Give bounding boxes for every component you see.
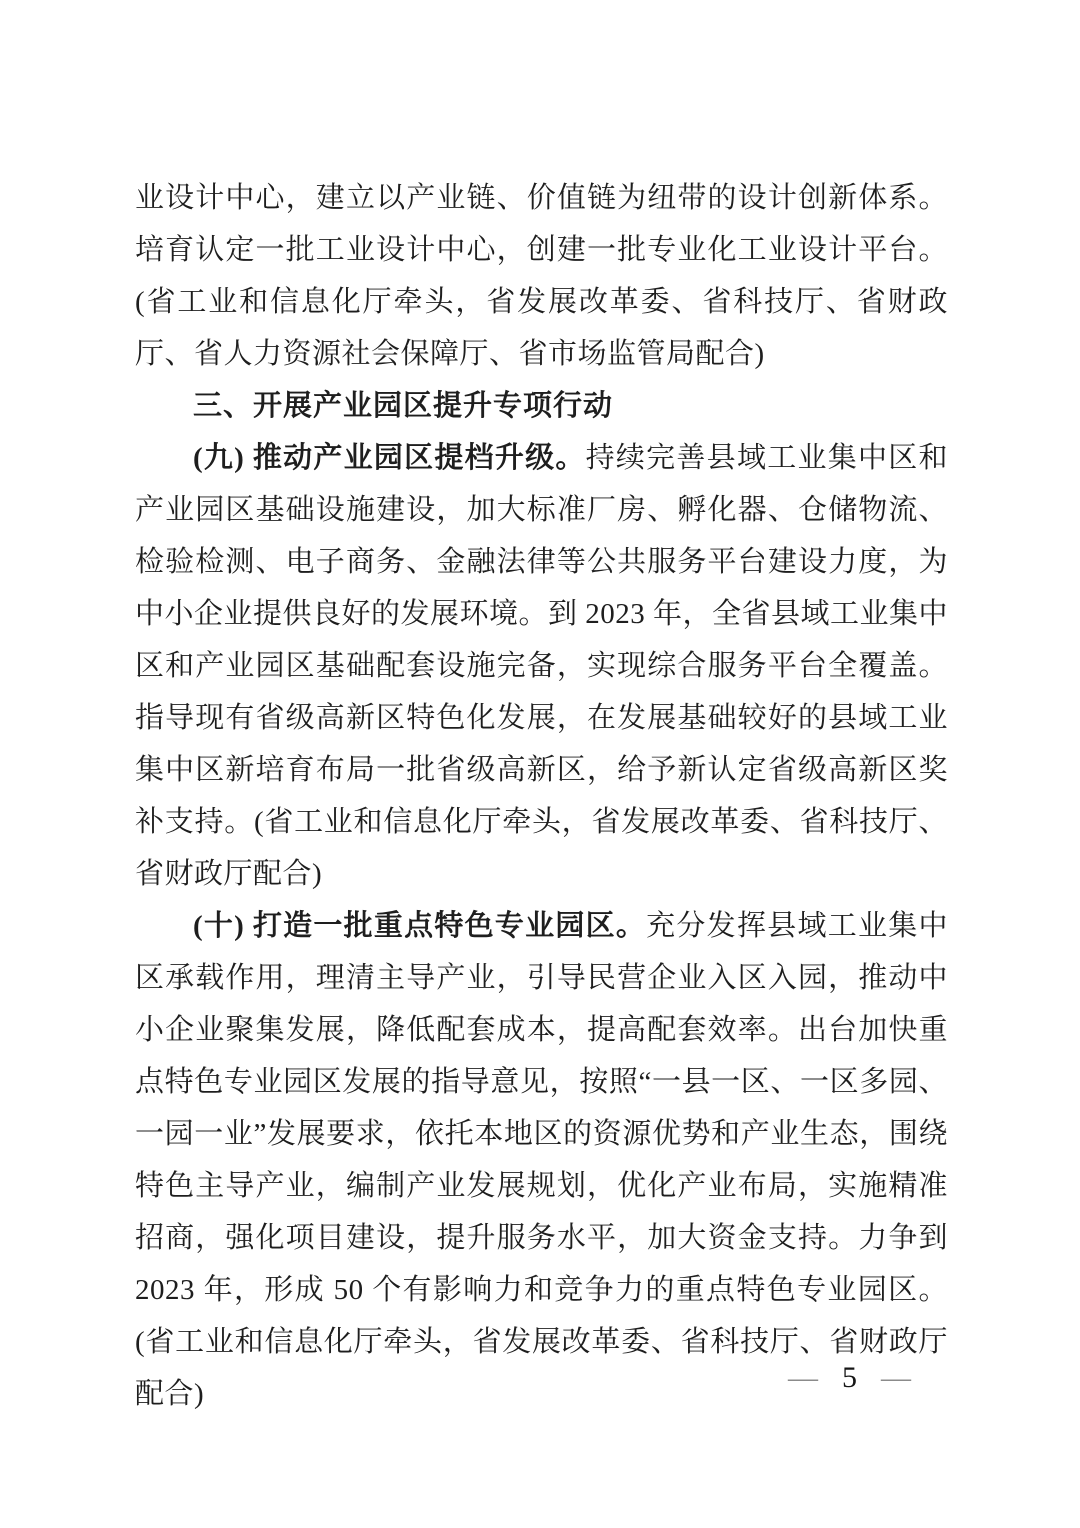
- paragraph: 业设计中心，建立以产业链、价值链为纽带的设计创新体系。培育认定一批工业设计中心，创建一批专业化工业设计平台。(省工业和信息化厅牵头，省发展改革委、省科技厅、省财政厅、省人力资源社会保障厅、省市场监管局配合): [135, 182, 948, 370]
- page-number: [788, 1355, 911, 1401]
- paragraph: (九) 推动产业园区提档升级。持续完善县域工业集中区和产业园区基础设施建设，加大标准厂房、孵化器、仓储物流、检验检测、电子商务、金融法律等公共服务平台建设力度，为中小企业提供良好的发展环境。到 2023 年，全省县域工业集中区和产业园区基础配套设施完备，实现综合服务平台全覆盖。指导现有省级高新区特色化发展，在发展基础较好的县域工业集中区新培育布局一批省级高新区，给予新认定省级高新区奖补支持。(省工业和信息化厅牵头，省发展改革委、省科技厅、省财政厅配合): [135, 442, 949, 890]
- paragraph: (十) 打造一批重点特色专业园区。充分发挥县域工业集中区承载作用，理清主导产业，引导民营企业入区入园，推动中小企业聚集发展，降低配套成本，提高配套效率。出台加快重点特色专业园区发展的指导意见，按照“一县一区、一区多园、一园一业”发展要求，依托本地区的资源优势和产业生态，围绕特色主导产业，编制产业发展规划，优化产业布局，实施精准招商，强化项目建设，提升服务水平，加大资金支持。力争到 2023 年，形成 50 个有影响力和竞争力的重点特色专业园区。(省工业和信息化厅牵头，省发展改革委、省科技厅、省财政厅配合): [135, 910, 948, 1410]
- paragraph-lead: (九) 推动产业园区提档升级。: [193, 442, 586, 474]
- section-heading: 三、开展产业园区提升专项行动: [193, 390, 614, 422]
- page-number-dash-right: —: [881, 1361, 911, 1394]
- page-number-dash-left: —: [788, 1361, 818, 1394]
- paragraph-lead: (十) 打造一批重点特色专业园区。: [193, 910, 647, 942]
- page-number-value: 5: [842, 1361, 857, 1394]
- document-body: [135, 172, 948, 1420]
